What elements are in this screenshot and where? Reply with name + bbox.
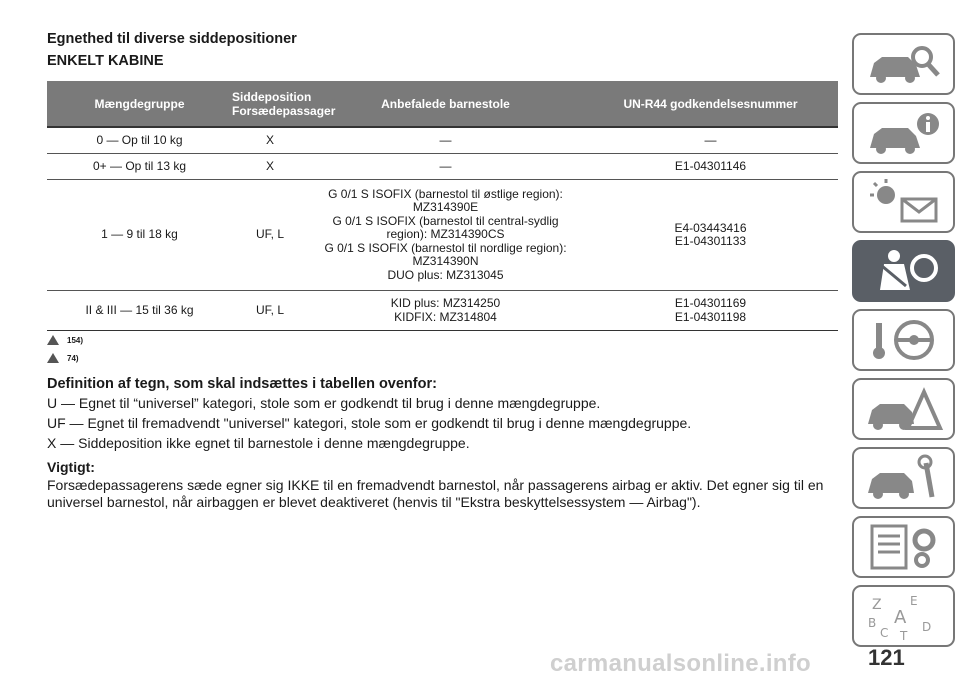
svg-text:C: C [879, 626, 888, 640]
tab-index[interactable] [852, 585, 955, 647]
tab-safety[interactable] [852, 240, 955, 302]
watermark: carmanualsonline.info [550, 650, 812, 677]
warning-triangle-icon [47, 353, 59, 363]
car-warning-icon [864, 384, 944, 434]
important-text: Forsædepassagerens sæde egner sig IKKE til en fremadvendt barnestol, når passagerens airbag er aktiv. Det egner sig til en universel barnestol, når airbaggen er blevet deaktiveret (henvis til "Ekstra beskyttelsessystem — Airbag"). [47, 477, 824, 510]
definition-u: U — Egnet til “universel” kategori, stole som er godkendt til brug i denne mængdegruppe. [47, 395, 601, 411]
cell-seat-position: X [265, 132, 274, 147]
cell-seat-position: UF, L [255, 302, 284, 317]
table-row [47, 291, 838, 331]
cell-recommended-seats: — [439, 158, 452, 173]
svg-text:Z: Z [871, 597, 882, 613]
warning-note [47, 335, 83, 345]
svg-text:D: D [921, 620, 931, 634]
svg-text:E: E [909, 594, 918, 608]
svg-text:T: T [899, 629, 907, 643]
tab-car-info[interactable] [852, 102, 955, 164]
definitions-heading: Definition af tegn, som skal indsættes i tabellen ovenfor: [47, 376, 437, 392]
svg-text:A: A [893, 607, 906, 628]
cell-recommended-seats: G 0/1 S ISOFIX (barnestol til østlige region): MZ314390E G 0/1 S ISOFIX (barnestol til central-sydlig region): MZ314390CS G 0/1 S ISOFIX (barnestol til nordlige region): MZ314390N DUO plus: MZ313045 [324, 186, 567, 282]
table-row [47, 154, 838, 180]
table-header [47, 81, 838, 128]
light-mail-icon [864, 177, 944, 227]
car-wrench-icon [864, 453, 944, 503]
definition-x: X — Siddeposition ikke egnet til barnestole i denne mængdegruppe. [47, 435, 470, 451]
page-title: Egnethed til diverse siddepositioner [47, 31, 297, 47]
cell-approval-number: E1-04301146 [674, 158, 747, 173]
tab-emergency[interactable] [852, 378, 955, 440]
cell-weight-group: II & III — 15 til 36 kg [85, 302, 194, 317]
specs-gear-icon [864, 522, 944, 572]
header-seat-position [232, 89, 336, 118]
page-subtitle: ENKELT KABINE [47, 53, 164, 69]
tab-lights-messages[interactable] [852, 171, 955, 233]
header-recommended-seats: Anbefalede barnestole [381, 96, 510, 111]
header-seat-position-text: Siddeposition Forsædepassager [232, 89, 336, 118]
chapter-sidebar [852, 33, 955, 654]
car-info-icon [864, 108, 944, 158]
tab-starting-driving[interactable] [852, 309, 955, 371]
car-search-icon [864, 39, 944, 89]
cell-approval-number: — [704, 132, 717, 147]
suitability-table [47, 81, 838, 331]
cell-weight-group: 0+ — Op til 13 kg [92, 158, 187, 173]
tab-maintenance[interactable] [852, 447, 955, 509]
definition-uf: UF — Egnet til fremadvendt "universel" kategori, stole som er godkendt til brug i denne mængdegruppe. [47, 415, 692, 431]
header-weight-group: Mængdegruppe [94, 96, 185, 111]
warning-note [47, 353, 79, 363]
page-number: 121 [868, 645, 905, 670]
cell-recommended-seats: KID plus: MZ314250 KIDFIX: MZ314804 [390, 296, 501, 324]
tab-technical-data[interactable] [852, 516, 955, 578]
note-ref: 74) [67, 353, 79, 363]
important-label: Vigtigt: [47, 459, 95, 475]
warning-triangle-icon [47, 335, 59, 345]
header-approval-number: UN-R44 godkendelsesnummer [623, 96, 798, 111]
cell-seat-position: UF, L [255, 227, 284, 242]
alphabet-index-icon [864, 591, 944, 641]
note-ref: 154) [67, 335, 84, 345]
svg-text:B: B [867, 616, 876, 630]
cell-approval-number: E4-03443416 E1-04301133 [674, 220, 747, 248]
cell-weight-group: 0 — Op til 10 kg [96, 132, 183, 147]
steering-key-icon [864, 315, 944, 365]
table-row [47, 128, 838, 154]
cell-seat-position: X [265, 158, 274, 173]
cell-approval-number: E1-04301169 E1-04301198 [674, 296, 747, 324]
tab-car-search[interactable] [852, 33, 955, 95]
table-row [47, 180, 838, 291]
seatbelt-airbag-icon [864, 246, 944, 296]
cell-weight-group: 1 — 9 til 18 kg [101, 227, 178, 242]
cell-recommended-seats: — [439, 132, 452, 147]
